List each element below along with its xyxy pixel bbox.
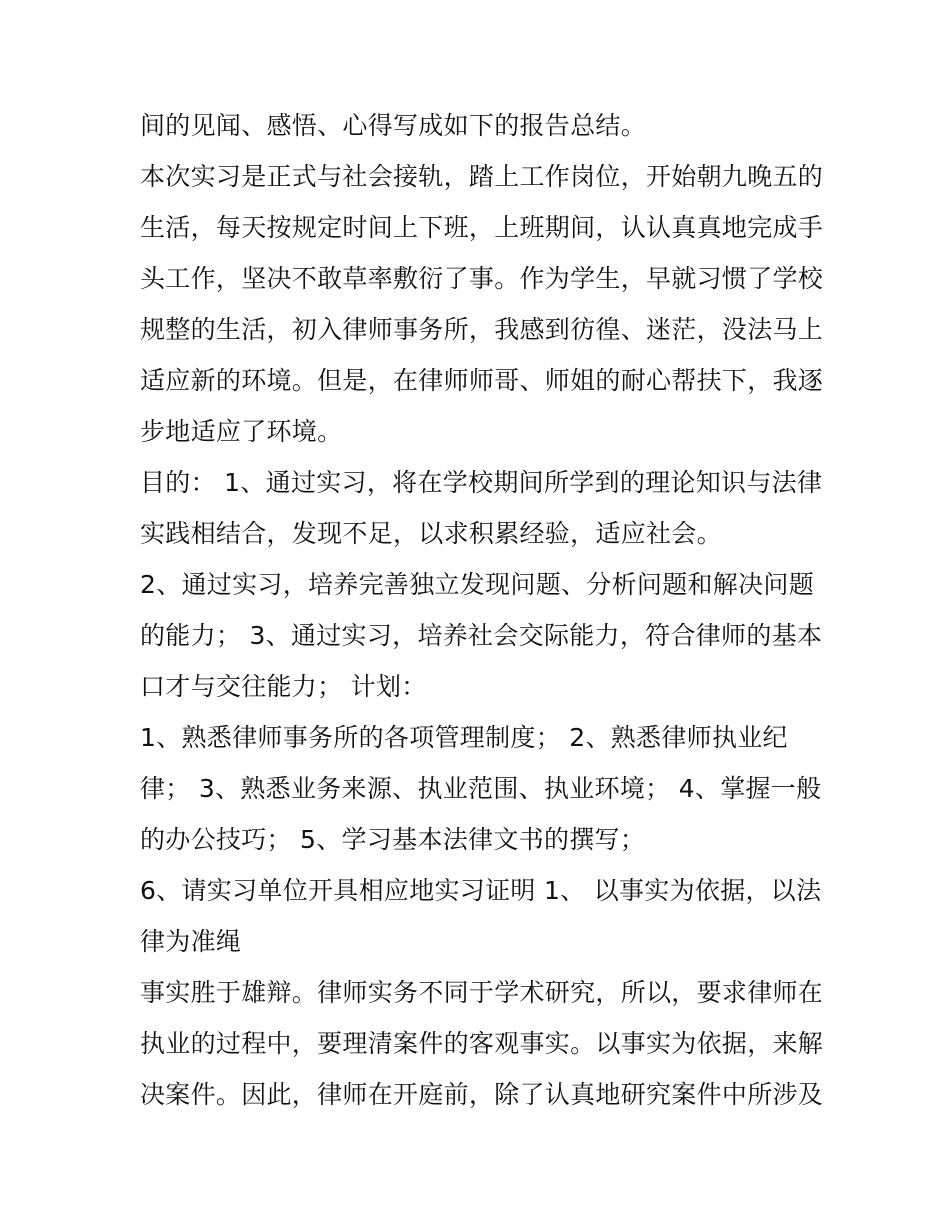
text-line: 的办公技巧； 5、学习基本法律文书的撰写； (140, 825, 646, 854)
text-line: 的能力； 3、通过实习，培养社会交际能力，符合律师的基本 (140, 621, 823, 650)
text-line: 执业的过程中，要理清案件的客观事实。以事实为依据，来解 (140, 1029, 824, 1058)
text-line: 本次实习是正式与社会接轨，踏上工作岗位，开始朝九晚五的 (140, 162, 824, 191)
text-line: 6、请实习单位开具相应地实习证明 1、 以事实为依据，以法 (140, 876, 822, 905)
text-line: 步地适应了环境。 (140, 417, 343, 446)
text-line: 适应新的环境。但是，在律师师哥、师姐的耐心帮扶下，我逐 (140, 366, 824, 395)
text-line: 间的见闻、感悟、心得写成如下的报告总结。 (140, 111, 647, 140)
text-line: 实践相结合，发现不足，以求积累经验，适应社会。 (140, 519, 722, 548)
text-line: 2、通过实习，培养完善独立发现问题、分析问题和解决问题 (140, 570, 815, 599)
text-line: 规整的生活，初入律师事务所，我感到彷徨、迷茫，没法马上 (140, 315, 824, 344)
document-body (140, 100, 830, 1120)
text-line: 口才与交往能力； 计划： (140, 672, 427, 701)
text-line: 目的： 1、通过实习，将在学校期间所学到的理论知识与法律 (140, 468, 823, 497)
text-line: 生活，每天按规定时间上下班，上班期间，认认真真地完成手 (140, 213, 824, 242)
text-line: 决案件。因此，律师在开庭前，除了认真地研究案件中所涉及 (140, 1080, 824, 1109)
text-line: 事实胜于雄辩。律师实务不同于学术研究，所以，要求律师在 (140, 978, 824, 1007)
text-line: 律为准绳 (140, 927, 242, 956)
text-line: 1、熟悉律师事务所的各项管理制度； 2、熟悉律师执业纪 (140, 723, 788, 752)
text-line: 头工作，坚决不敢草率敷衍了事。作为学生，早就习惯了学校 (140, 264, 824, 293)
text-line: 律； 3、熟悉业务来源、执业范围、执业环境； 4、掌握一般 (140, 774, 822, 803)
